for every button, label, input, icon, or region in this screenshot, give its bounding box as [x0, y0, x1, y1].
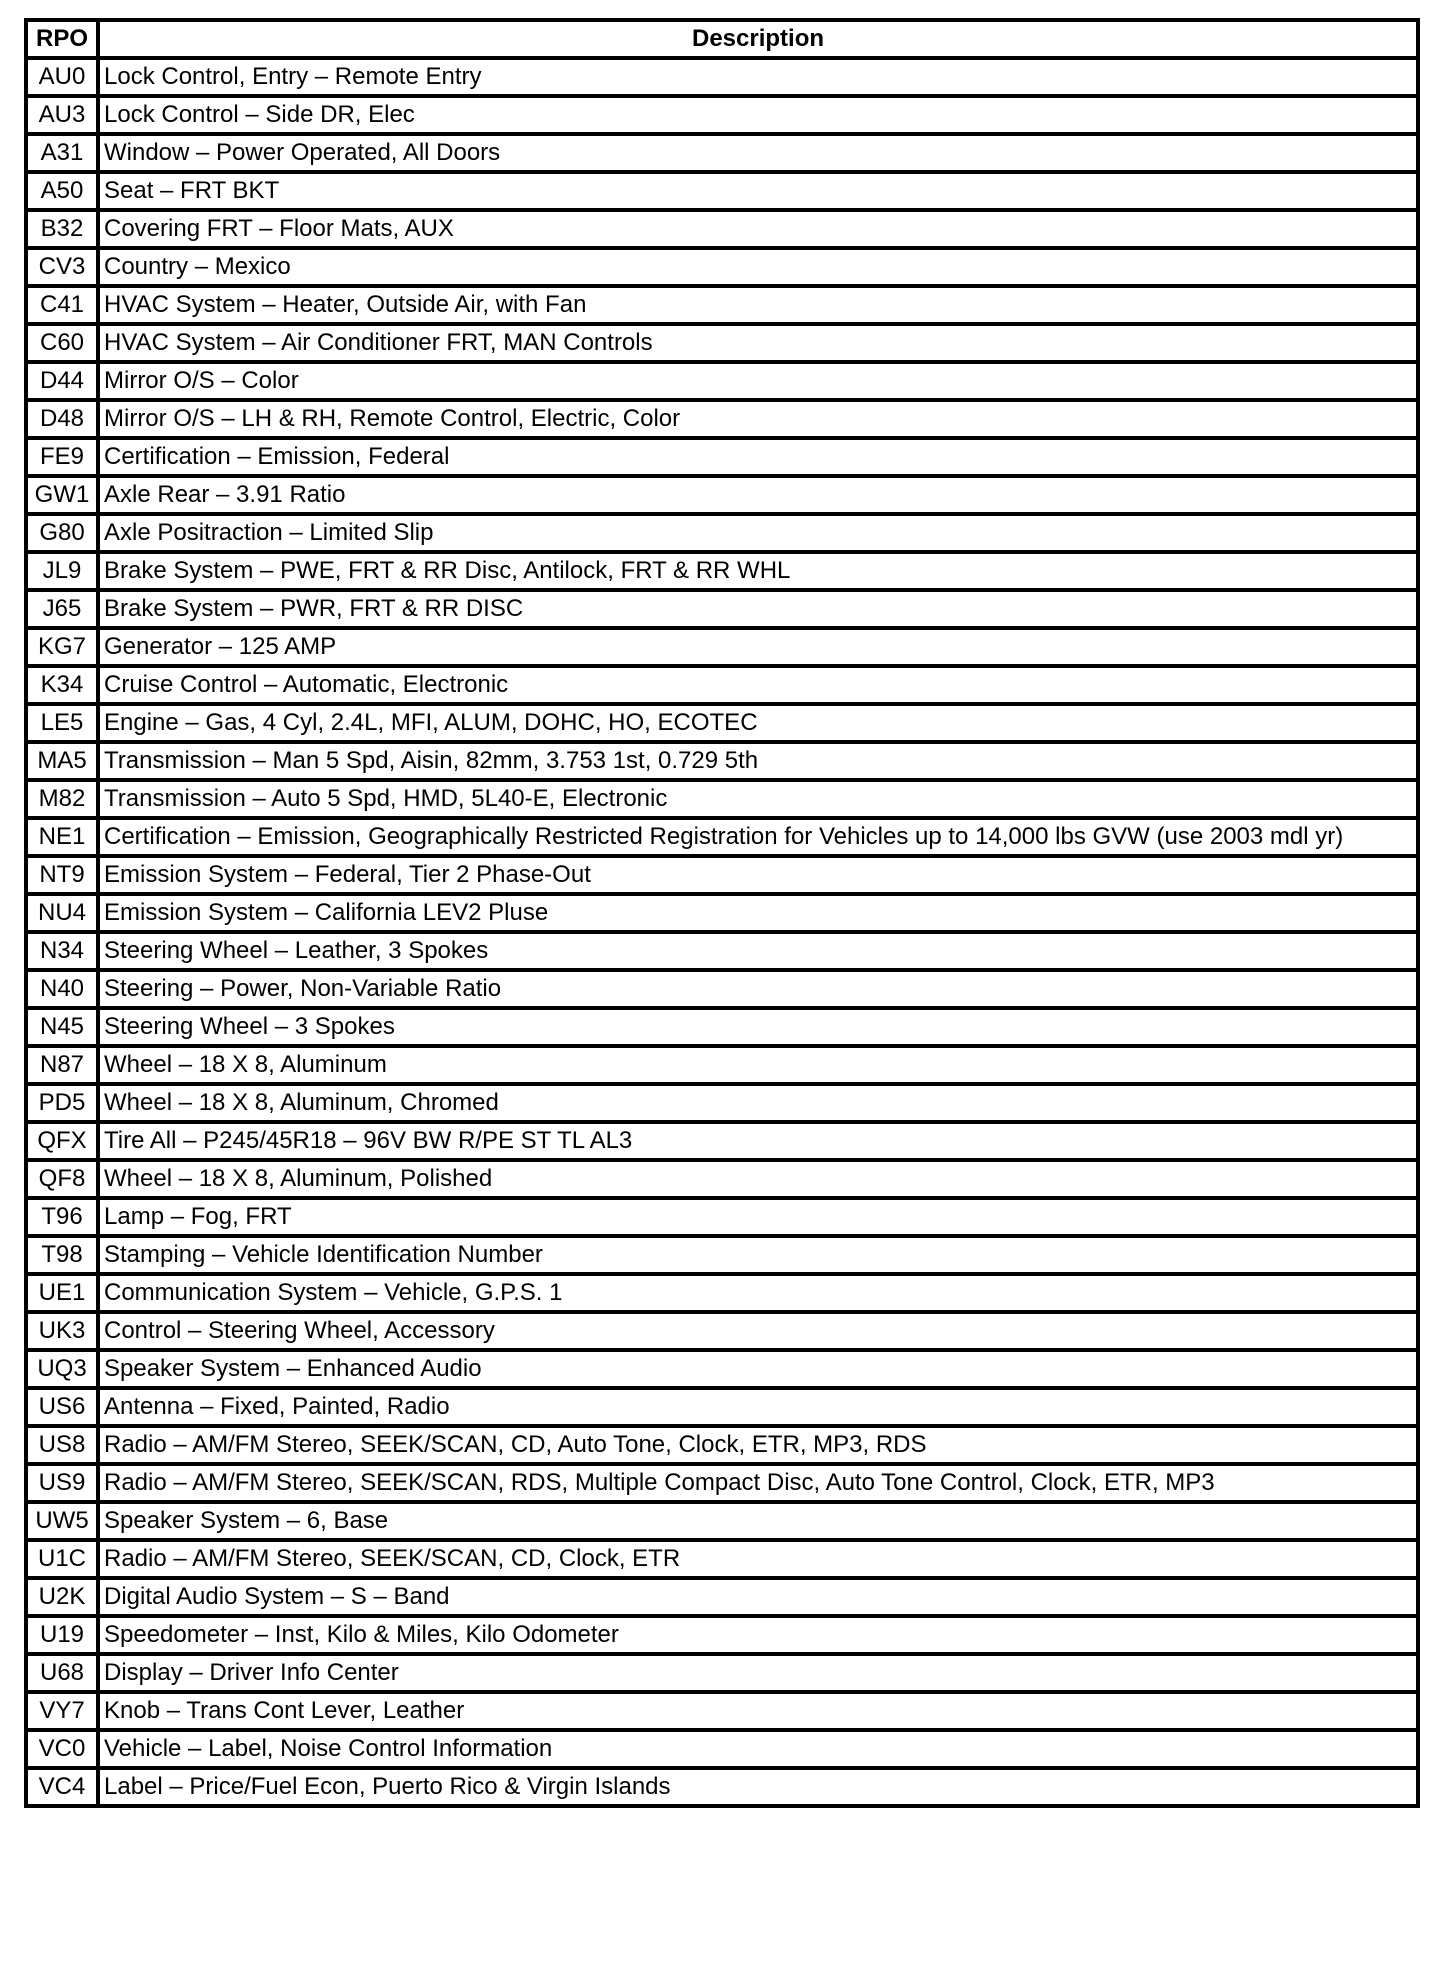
description-cell: Mirror O/S – LH & RH, Remote Control, Electric, Color	[98, 400, 1418, 438]
rpo-code-cell: PD5	[26, 1084, 98, 1122]
rpo-code-cell: N34	[26, 932, 98, 970]
rpo-code-cell: NU4	[26, 894, 98, 932]
rpo-code-cell: C41	[26, 286, 98, 324]
rpo-code-cell: UW5	[26, 1502, 98, 1540]
table-row	[26, 590, 1418, 628]
rpo-code-cell: KG7	[26, 628, 98, 666]
rpo-code-cell: G80	[26, 514, 98, 552]
description-cell: Radio – AM/FM Stereo, SEEK/SCAN, CD, Clock, ETR	[98, 1540, 1418, 1578]
description-cell: Emission System – Federal, Tier 2 Phase-Out	[98, 856, 1418, 894]
table-row	[26, 780, 1418, 818]
description-cell: Steering – Power, Non-Variable Ratio	[98, 970, 1418, 1008]
description-cell: Label – Price/Fuel Econ, Puerto Rico & Virgin Islands	[98, 1768, 1418, 1806]
table-row	[26, 1616, 1418, 1654]
rpo-code-cell: N45	[26, 1008, 98, 1046]
table-row	[26, 932, 1418, 970]
table-row	[26, 628, 1418, 666]
table-row	[26, 1654, 1418, 1692]
rpo-code-cell: VC0	[26, 1730, 98, 1768]
description-cell: Certification – Emission, Geographically Restricted Registration for Vehicles up to 14,000 lbs GVW (use 2003 mdl yr)	[98, 818, 1418, 856]
description-cell: Axle Rear – 3.91 Ratio	[98, 476, 1418, 514]
description-cell: Certification – Emission, Federal	[98, 438, 1418, 476]
table-row	[26, 1122, 1418, 1160]
description-cell: Covering FRT – Floor Mats, AUX	[98, 210, 1418, 248]
table-row	[26, 1692, 1418, 1730]
table-row	[26, 1426, 1418, 1464]
description-cell: Steering Wheel – 3 Spokes	[98, 1008, 1418, 1046]
table-row	[26, 476, 1418, 514]
description-cell: Seat – FRT BKT	[98, 172, 1418, 210]
rpo-code-cell: MA5	[26, 742, 98, 780]
rpo-code-cell: US8	[26, 1426, 98, 1464]
description-cell: Transmission – Auto 5 Spd, HMD, 5L40-E, Electronic	[98, 780, 1418, 818]
rpo-code-cell: LE5	[26, 704, 98, 742]
table-row	[26, 400, 1418, 438]
table-row	[26, 818, 1418, 856]
rpo-code-cell: U19	[26, 1616, 98, 1654]
description-cell: Vehicle – Label, Noise Control Information	[98, 1730, 1418, 1768]
rpo-code-cell: NT9	[26, 856, 98, 894]
table-row	[26, 1350, 1418, 1388]
table-row	[26, 1388, 1418, 1426]
rpo-code-cell: AU0	[26, 58, 98, 96]
rpo-code-cell: J65	[26, 590, 98, 628]
table-row	[26, 742, 1418, 780]
rpo-code-cell: UE1	[26, 1274, 98, 1312]
description-cell: Tire All – P245/45R18 – 96V BW R/PE ST TL AL3	[98, 1122, 1418, 1160]
description-cell: HVAC System – Heater, Outside Air, with Fan	[98, 286, 1418, 324]
rpo-code-cell: T98	[26, 1236, 98, 1274]
description-cell: Radio – AM/FM Stereo, SEEK/SCAN, CD, Auto Tone, Clock, ETR, MP3, RDS	[98, 1426, 1418, 1464]
table-row	[26, 1160, 1418, 1198]
rpo-code-cell: U2K	[26, 1578, 98, 1616]
description-cell: Lock Control – Side DR, Elec	[98, 96, 1418, 134]
table-row	[26, 1236, 1418, 1274]
description-cell: Wheel – 18 X 8, Aluminum, Polished	[98, 1160, 1418, 1198]
table-row	[26, 1578, 1418, 1616]
rpo-code-cell: CV3	[26, 248, 98, 286]
description-cell: Display – Driver Info Center	[98, 1654, 1418, 1692]
table-row	[26, 1730, 1418, 1768]
table-row	[26, 210, 1418, 248]
table-row	[26, 1008, 1418, 1046]
rpo-code-cell: T96	[26, 1198, 98, 1236]
description-cell: Antenna – Fixed, Painted, Radio	[98, 1388, 1418, 1426]
description-column-header: Description	[98, 20, 1418, 58]
rpo-code-cell: GW1	[26, 476, 98, 514]
table-row	[26, 1540, 1418, 1578]
table-row	[26, 96, 1418, 134]
rpo-code-cell: QF8	[26, 1160, 98, 1198]
rpo-code-cell: NE1	[26, 818, 98, 856]
description-cell: Steering Wheel – Leather, 3 Spokes	[98, 932, 1418, 970]
description-cell: Radio – AM/FM Stereo, SEEK/SCAN, RDS, Multiple Compact Disc, Auto Tone Control, Clock, ETR, MP3	[98, 1464, 1418, 1502]
table-row	[26, 514, 1418, 552]
rpo-code-cell: US6	[26, 1388, 98, 1426]
rpo-code-cell: A50	[26, 172, 98, 210]
description-cell: Engine – Gas, 4 Cyl, 2.4L, MFI, ALUM, DOHC, HO, ECOTEC	[98, 704, 1418, 742]
rpo-code-cell: U68	[26, 1654, 98, 1692]
rpo-column-header: RPO	[26, 20, 98, 58]
table-row	[26, 1312, 1418, 1350]
description-cell: Emission System – California LEV2 Pluse	[98, 894, 1418, 932]
rpo-code-cell: N40	[26, 970, 98, 1008]
description-cell: Mirror O/S – Color	[98, 362, 1418, 400]
rpo-code-cell: D48	[26, 400, 98, 438]
description-cell: Brake System – PWR, FRT & RR DISC	[98, 590, 1418, 628]
table-row	[26, 894, 1418, 932]
rpo-code-cell: QFX	[26, 1122, 98, 1160]
description-cell: Control – Steering Wheel, Accessory	[98, 1312, 1418, 1350]
description-cell: Generator – 125 AMP	[98, 628, 1418, 666]
description-cell: Country – Mexico	[98, 248, 1418, 286]
description-cell: Cruise Control – Automatic, Electronic	[98, 666, 1418, 704]
table-row	[26, 58, 1418, 96]
table-row	[26, 324, 1418, 362]
rpo-code-cell: VC4	[26, 1768, 98, 1806]
table-row	[26, 362, 1418, 400]
table-row	[26, 1046, 1418, 1084]
rpo-code-cell: C60	[26, 324, 98, 362]
description-cell: Wheel – 18 X 8, Aluminum, Chromed	[98, 1084, 1418, 1122]
table-row	[26, 552, 1418, 590]
table-row	[26, 1084, 1418, 1122]
table-row	[26, 248, 1418, 286]
description-cell: Stamping – Vehicle Identification Number	[98, 1236, 1418, 1274]
description-cell: Communication System – Vehicle, G.P.S. 1	[98, 1274, 1418, 1312]
rpo-code-cell: A31	[26, 134, 98, 172]
header-row	[26, 20, 1418, 58]
rpo-code-cell: D44	[26, 362, 98, 400]
description-cell: Knob – Trans Cont Lever, Leather	[98, 1692, 1418, 1730]
description-cell: Window – Power Operated, All Doors	[98, 134, 1418, 172]
rpo-code-cell: B32	[26, 210, 98, 248]
description-cell: Speaker System – 6, Base	[98, 1502, 1418, 1540]
description-cell: Transmission – Man 5 Spd, Aisin, 82mm, 3.753 1st, 0.729 5th	[98, 742, 1418, 780]
table-row	[26, 970, 1418, 1008]
description-cell: HVAC System – Air Conditioner FRT, MAN Controls	[98, 324, 1418, 362]
table-row	[26, 1274, 1418, 1312]
rpo-code-cell: M82	[26, 780, 98, 818]
table-row	[26, 704, 1418, 742]
table-row	[26, 856, 1418, 894]
rpo-code-cell: JL9	[26, 552, 98, 590]
table-row	[26, 172, 1418, 210]
table-row	[26, 1464, 1418, 1502]
description-cell: Axle Positraction – Limited Slip	[98, 514, 1418, 552]
rpo-code-cell: UK3	[26, 1312, 98, 1350]
description-cell: Speedometer – Inst, Kilo & Miles, Kilo Odometer	[98, 1616, 1418, 1654]
description-cell: Speaker System – Enhanced Audio	[98, 1350, 1418, 1388]
table-row	[26, 1198, 1418, 1236]
rpo-code-cell: VY7	[26, 1692, 98, 1730]
rpo-code-cell: FE9	[26, 438, 98, 476]
description-cell: Wheel – 18 X 8, Aluminum	[98, 1046, 1418, 1084]
rpo-code-cell: N87	[26, 1046, 98, 1084]
description-cell: Brake System – PWE, FRT & RR Disc, Antilock, FRT & RR WHL	[98, 552, 1418, 590]
rpo-code-cell: AU3	[26, 96, 98, 134]
table-row	[26, 1502, 1418, 1540]
rpo-code-cell: U1C	[26, 1540, 98, 1578]
table-row	[26, 286, 1418, 324]
rpo-code-cell: UQ3	[26, 1350, 98, 1388]
description-cell: Digital Audio System – S – Band	[98, 1578, 1418, 1616]
table-body	[26, 58, 1418, 1806]
rpo-code-cell: US9	[26, 1464, 98, 1502]
rpo-code-cell: K34	[26, 666, 98, 704]
description-cell: Lamp – Fog, FRT	[98, 1198, 1418, 1236]
table-row	[26, 1768, 1418, 1806]
table-row	[26, 666, 1418, 704]
table-row	[26, 134, 1418, 172]
description-cell: Lock Control, Entry – Remote Entry	[98, 58, 1418, 96]
rpo-table	[24, 18, 1420, 1808]
table-row	[26, 438, 1418, 476]
